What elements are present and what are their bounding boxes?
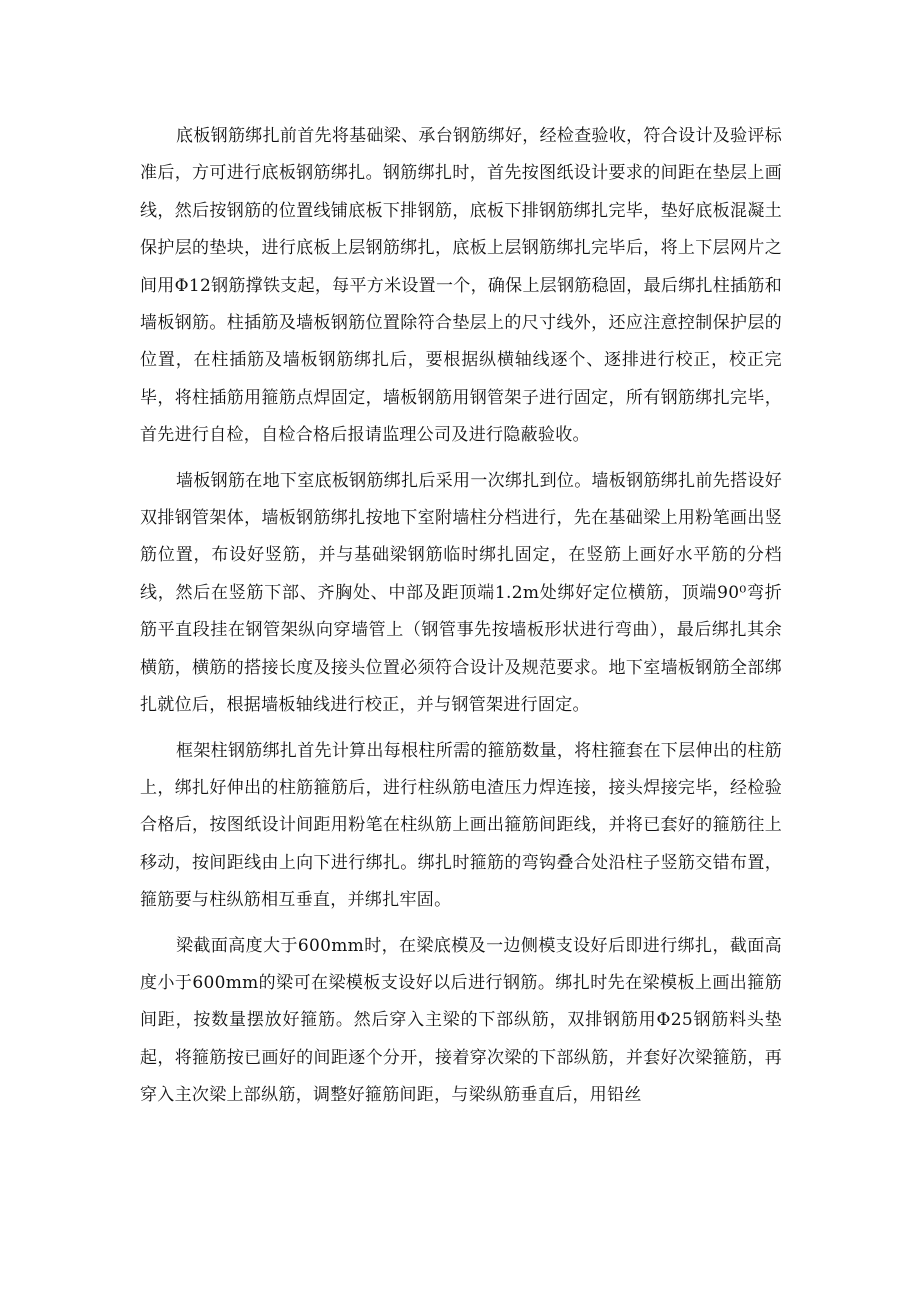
document-body	[140, 118, 782, 1123]
paragraph-wall-rebar: 墙板钢筋在地下室底板钢筋绑扎后采用一次绑扎到位。墙板钢筋绑扎前先搭设好双排钢管架体，墙板钢筋绑扎按地下室附墙柱分档进行，先在基础梁上用粉笔画出竖筋位置，布设好竖筋，并与基础梁钢筋临时绑扎固定，在竖筋上画好水平筋的分档线，然后在竖筋下部、齐胸处、中部及距顶端1.2m处绑好定位横筋，顶端90⁰弯折筋平直段挂在钢管架纵向穿墙管上（钢管事先按墙板形状进行弯曲），最后绑扎其余横筋，横筋的搭接长度及接头位置必须符合设计及规范要求。地下室墙板钢筋全部绑扎就位后，根据墙板轴线进行校正，并与钢管架进行固定。	[140, 470, 782, 716]
paragraph-beam-rebar: 梁截面高度大于600mm时，在梁底模及一边侧模支设好后即进行绑扎，截面高度小于600mm的梁可在梁模板支设好以后进行钢筋。绑扎时先在梁模板上画出箍筋间距，按数量摆放好箍筋。然后穿入主梁的下部纵筋，双排钢筋用Φ25钢筋料头垫起，将箍筋按已画好的间距逐个分开，接着穿次梁的下部纵筋，并套好次梁箍筋，再穿入主次梁上部纵筋，调整好箍筋间距，与梁纵筋垂直后，用铅丝	[140, 935, 782, 1106]
paragraph-column-rebar: 框架柱钢筋绑扎首先计算出每根柱所需的箍筋数量，将柱箍套在下层伸出的柱筋上，绑扎好伸出的柱筋箍筋后，进行柱纵筋电渣压力焊连接，接头焊接完毕，经检验合格后，按图纸设计间距用粉笔在柱纵筋上画出箍筋间距线，并将已套好的箍筋往上移动，按间距线由上向下进行绑扎。绑扎时箍筋的弯钩叠合处沿柱子竖筋交错布置，箍筋要与柱纵筋相互垂直，并绑扎牢固。	[140, 740, 782, 911]
paragraph-floor-slab-rebar: 底板钢筋绑扎前首先将基础梁、承台钢筋绑好，经检查验收，符合设计及验评标准后，方可进行底板钢筋绑扎。钢筋绑扎时，首先按图纸设计要求的间距在垫层上画线，然后按钢筋的位置线铺底板下排钢筋，底板下排钢筋绑扎完毕，垫好底板混凝土保护层的垫块，进行底板上层钢筋绑扎，底板上层钢筋绑扎完毕后，将上下层网片之间用Φ12钢筋撑铁支起，每平方米设置一个，确保上层钢筋稳固，最后绑扎柱插筋和墙板钢筋。柱插筋及墙板钢筋位置除符合垫层上的尺寸线外，还应注意控制保护层的位置，在柱插筋及墙板钢筋绑扎后，要根据纵横轴线逐个、逐排进行校正，校正完毕，将柱插筋用箍筋点焊固定，墙板钢筋用钢管架子进行固定，所有钢筋绑扎完毕，首先进行自检，自检合格后报请监理公司及进行隐蔽验收。	[140, 126, 782, 446]
